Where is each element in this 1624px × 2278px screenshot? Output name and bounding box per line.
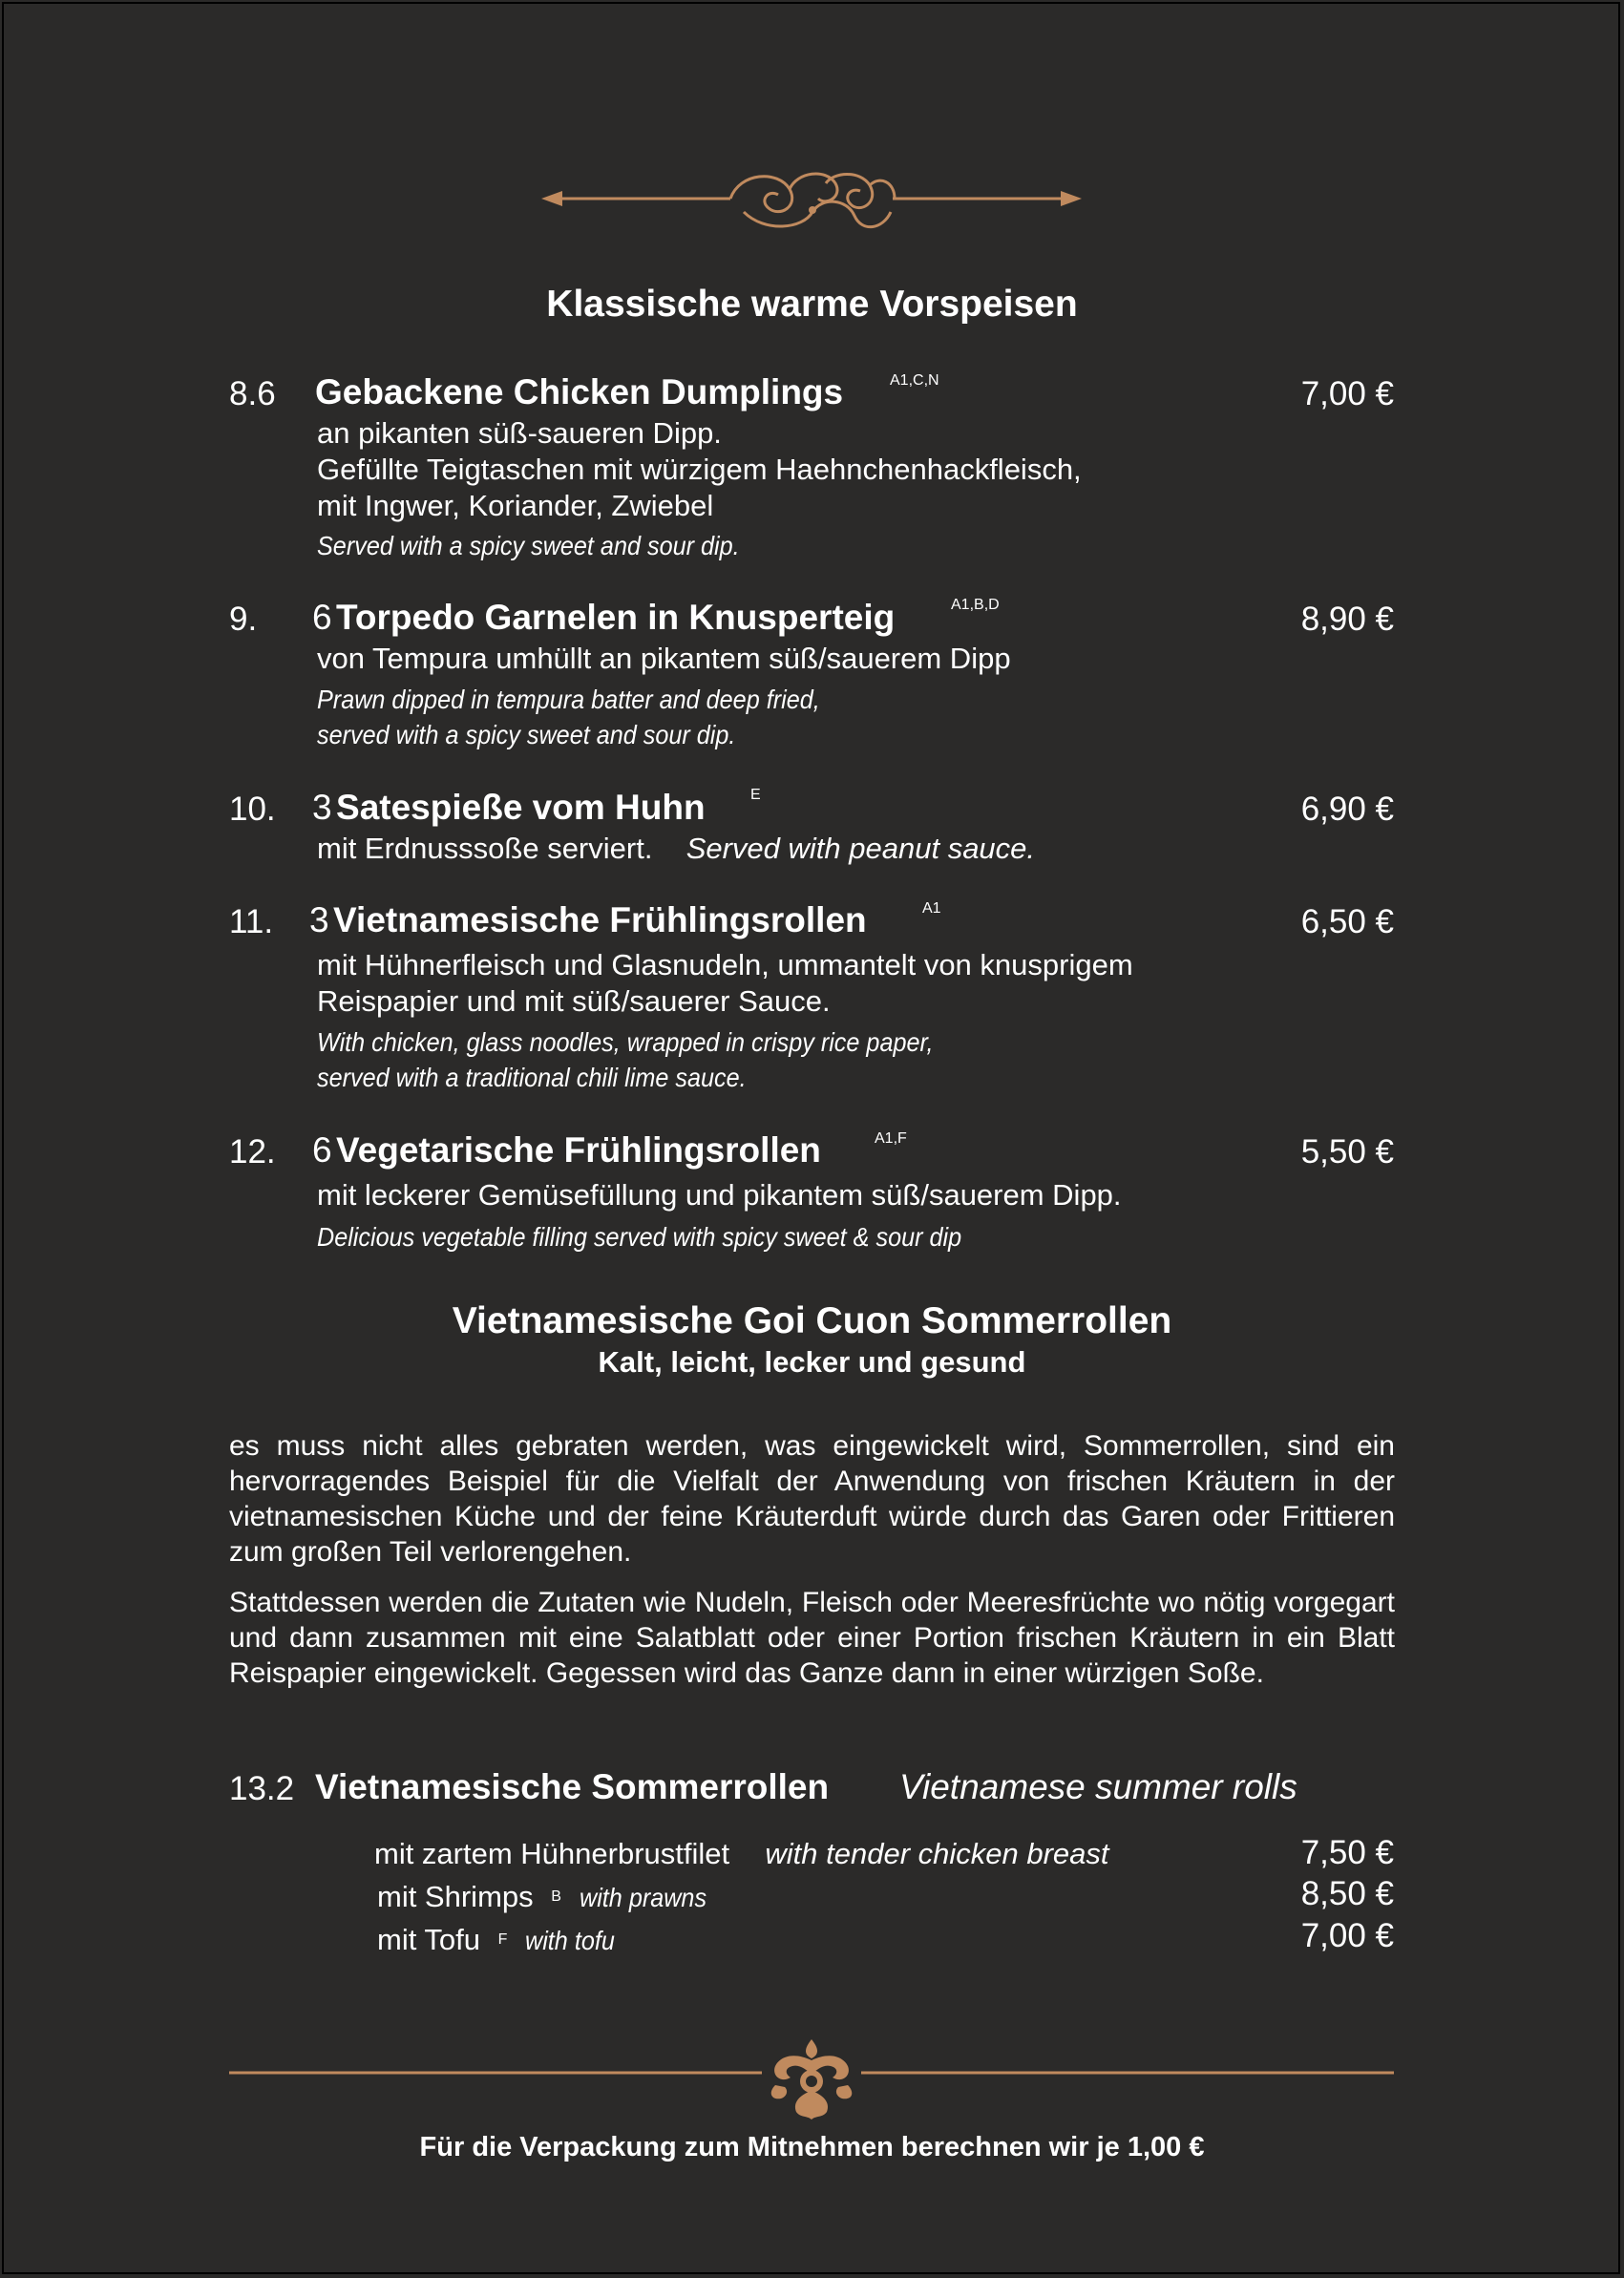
variant-name: mit Tofu [377,1923,480,1956]
description-en-line: Prawn dipped in tempura batter and deep fried, [317,685,820,714]
variant-name-en: with tofu [525,1926,615,1955]
menu-item [312,1130,821,1171]
variant-name-en: with prawns [579,1883,707,1912]
description-en-line: served with a spicy sweet and sour dip. [317,720,736,749]
item-quantity: 3 [309,900,329,939]
item-quantity: 3 [312,788,332,827]
item-price: 6,50 € [1300,903,1394,940]
variant-price: 8,50 € [1300,1875,1394,1912]
item-number: 11. [229,903,274,940]
item-description [317,947,1133,1020]
item-allergens: A1,C,N [890,372,939,389]
description-line: mit Hühnerfleisch und Glasnudeln, ummantelt von knusprigem [317,948,1133,981]
variant-name-en: with tender chicken breast [765,1837,1109,1870]
item-quantity: 6 [312,598,332,637]
menu-item [309,900,867,940]
item-description [317,831,1035,867]
variant-price: 7,50 € [1300,1834,1394,1871]
description-line: von Tempura umhüllt an pikantem süß/sauerem Dipp [317,642,1011,675]
menu-item [315,372,843,412]
item-description [317,641,1011,677]
description-line: Reispapier und mit süß/sauerer Sauce. [317,984,831,1018]
description-line: mit Ingwer, Koriander, Zwiebel [317,489,714,522]
section-subtitle: Kalt, leicht, lecker und gesund [598,1345,1026,1379]
flourish-arrow-ornament-icon [539,162,1084,239]
description-en-line: Served with a spicy sweet and sour dip. [317,531,740,560]
item-description-en [317,528,787,563]
section-title-warm-starters: Klassische warme Vorspeisen [546,284,1078,325]
item-description [317,1177,1122,1213]
description-line: Gefüllte Teigtaschen mit würzigem Haehnchenhackfleisch, [317,453,1082,486]
item-allergens: E [750,787,761,803]
item-price: 7,00 € [1300,375,1394,412]
item-description [317,415,1082,524]
variant-price: 7,00 € [1300,1917,1394,1954]
menu-item [312,788,706,828]
variant-row [374,1836,1109,1872]
description-line: mit leckerer Gemüsefüllung und pikantem süß/sauerem Dipp. [317,1178,1122,1212]
item-number: 13.2 [229,1770,295,1807]
item-name: Vietnamesische Frühlingsrollen [333,900,867,939]
description-line: mit Erdnusssoße serviert. [317,832,653,865]
menu-item [312,598,895,638]
item-price: 5,50 € [1300,1133,1394,1171]
intro-paragraph: es muss nicht alles gebraten werden, was eingewickelt wird, Sommerrollen, sind ein hervorragendes Beispiel für die Vielfalt der Anwendung von frischen Kräutern in der vietnamesischen Küche und der feine Kräuterduft würde durch das Garen oder Frittieren zum großen Teil verlorengehen. [229,1430,1395,1568]
item-number: 10. [229,791,276,828]
item-description-en [317,1219,1033,1255]
item-allergens: A1 [922,900,941,917]
intro-paragraph: Stattdessen werden die Zutaten wie Nudeln, Fleisch oder Meeresfrüchte wo nötig vorgegart und dann zusammen mit eine Salatblatt oder einer Portion frischen Kräutern in ein Blatt Reispapier eingewickelt. Gegessen wird das Ganze dann in einer würzigen Soße. [229,1587,1395,1689]
variant-allergens: B [551,1888,561,1905]
description-en-line: Served with peanut sauce. [685,832,1036,865]
item-name: Satespieße vom Huhn [336,788,706,827]
description-en-line: served with a traditional chili lime sauce. [317,1063,747,1092]
description-en-line: With chicken, glass noodles, wrapped in crispy rice paper, [317,1027,934,1057]
item-price: 8,90 € [1300,601,1394,638]
item-name: Torpedo Garnelen in Knusperteig [336,598,896,637]
item-name: Gebackene Chicken Dumplings [315,372,844,411]
section-title-summer-rolls: Vietnamesische Goi Cuon Sommerrollen [452,1300,1172,1341]
item-description-en [317,682,875,752]
item-quantity: 6 [312,1130,332,1170]
variant-row [377,1922,624,1958]
item-allergens: A1,F [875,1130,907,1147]
variant-row [377,1879,720,1915]
item-number: 8.6 [229,375,276,412]
filigree-divider-ornament-icon [227,2032,1396,2123]
item-name: Vegetarische Frühlingsrollen [336,1130,821,1170]
variant-name: mit Shrimps [377,1880,534,1913]
item-name-en: Vietnamese summer rolls [899,1767,1297,1806]
item-allergens: A1,B,D [951,597,1000,613]
item-number: 9. [229,601,258,638]
item-name: Vietnamesische Sommerrollen [315,1767,830,1806]
description-line: an pikanten süß-saueren Dipp. [317,416,722,450]
item-description-en [317,1024,1002,1095]
item-price: 6,90 € [1300,791,1394,828]
item-number: 12. [229,1133,276,1171]
description-en-line: Delicious vegetable filling served with spicy sweet & sour dip [317,1222,962,1252]
variant-name: mit zartem Hühnerbrustfilet [374,1837,730,1870]
variant-allergens: F [497,1931,508,1948]
packaging-fee-note: Für die Verpackung zum Mitnehmen berechnen wir je 1,00 € [419,2132,1205,2162]
